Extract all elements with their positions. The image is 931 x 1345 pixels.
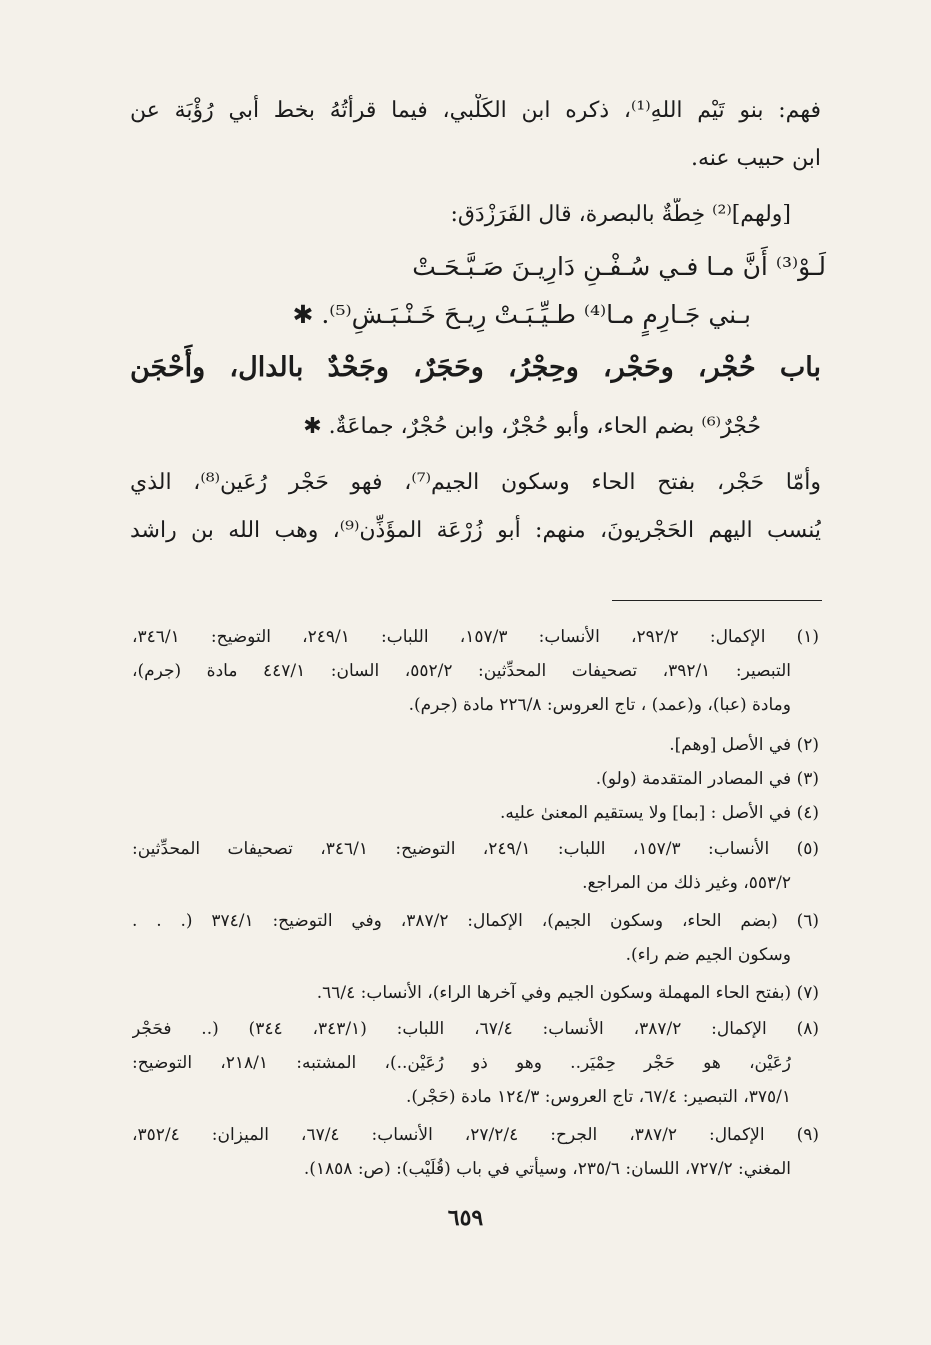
body-line-3: [ولهم]⁽²⁾ خِطَّةٌ بالبصرة، قال الفَرَزْدَق: [450, 202, 791, 227]
section-heading: باب حُجْر، وحَجْر، وحِجْرُ، وحَجَرٌ، وجَحْدٌ بالدال، وأَحْجَن [130, 352, 821, 383]
footnote-2: (٢) في الأصل [وهم]. [669, 735, 819, 755]
footnote-6-line-1: (٦) (بضم الحاء، وسكون الجيم)، الإكمال: ٣٨٧/٢، وفي التوضيح: ٣٧٤/١ (. . . [132, 911, 819, 931]
footnote-1-line-1: (١) الإكمال: ٢٩٢/٢، الأنساب: ١٥٧/٣، اللباب: ٢٤٩/١، التوضيح: ٣٤٦/١، [132, 627, 819, 647]
footnote-4: (٤) في الأصل : [بما] ولا يستقيم المعنىٰ عليه. [499, 803, 819, 823]
footnote-9-line-2: المغني: ٧٢٧/٢، اللسان: ٢٣٥/٦، وسيأتي في باب (قُلَيْب): (ص: ١٨٥٨). [303, 1159, 791, 1179]
verse-line-1: لَـوْ⁽³⁾ أَنَّ مـا فـي سُـفْـنِ دَارِيـنَ صَـبَّـحَـتْ [412, 252, 826, 281]
footnote-5-line-1: (٥) الأنساب: ١٥٧/٣، اللباب: ٢٤٩/١، التوضيح: ٣٤٦/١، تصحيفات المحدِّثين: [132, 839, 819, 859]
footnote-1-line-2: التبصير: ٣٩٢/١، تصحيفات المحدِّثين: ٥٥٢/٢، السان: ٤٤٧/١ مادة (جرم)، [132, 661, 791, 681]
section-line-1: حُجْرٌ⁽⁶⁾ بضم الحاء، وأبو حُجْرٌ، وابن حُجْرٌ، جماعَةٌ. ✱ [303, 414, 761, 439]
body-line-1: فهم: بنو تَيْم اللهِ⁽¹⁾، ذكره ابن الكَلْبي، فيما قرأتُهُ بخط أبي رُؤْبَة عن [130, 98, 821, 123]
footnote-5-line-2: ٥٥٣/٢، وغير ذلك من المراجع. [582, 873, 791, 893]
footnote-6-line-2: وسكون الجيم ضم راء). [625, 945, 791, 965]
footnote-8-line-1: (٨) الإكمال: ٣٨٧/٢، الأنساب: ٦٧/٤، اللباب: (٣٤٣/١، ٣٤٤) (.. فحَجْر [132, 1019, 819, 1039]
section-line-3: يُنسب اليهم الحَجْريونَ، منهم: أبو زُرْعَة المؤَذِّن⁽⁹⁾، وهب الله بن راشد [130, 518, 821, 543]
footnote-8-line-3: ٣٧٥/١، التبصير: ٦٧/٤، تاج العروس: ١٢٤/٣ مادة (حَجْر). [406, 1087, 791, 1107]
footnote-3: (٣) في المصادر المتقدمة (ولو). [595, 769, 819, 789]
verse-line-2: بـني جَـارِمٍ مـا⁽⁴⁾ طـيِّـبَـتْ رِيـحَ خَـنْـبَـشِ⁽⁵⁾. ✱ [292, 300, 751, 329]
footnote-1-line-3: ومادة (عبا)، و(عمد) ، تاج العروس: ٢٢٦/٨ مادة (جرم). [408, 695, 791, 715]
body-line-2: ابن حبيب عنه. [690, 146, 821, 171]
footnote-8-line-2: رُعَيْن، هو حَجْر حِمْيَر.. وهو ذو رُعَيْن..)، المشتبه: ٢١٨/١، التوضيح: [132, 1053, 791, 1073]
footnote-7: (٧) (بفتح الحاء المهملة وسكون الجيم وفي آخرها الراء)، الأنساب: ٦٦/٤. [316, 983, 819, 1003]
page-number: ٦٥٩ [447, 1205, 484, 1231]
section-line-2: وأمّا حَجْر، بفتح الحاء وسكون الجيم⁽⁷⁾، فهو حَجْر رُعَين⁽⁸⁾، الذي [130, 470, 821, 495]
footnote-divider [612, 600, 822, 601]
footnote-9-line-1: (٩) الإكمال: ٣٨٧/٢، الجرح: ٢٧/٢/٤، الأنساب: ٦٧/٤، الميزان: ٣٥٢/٤، [132, 1125, 819, 1145]
